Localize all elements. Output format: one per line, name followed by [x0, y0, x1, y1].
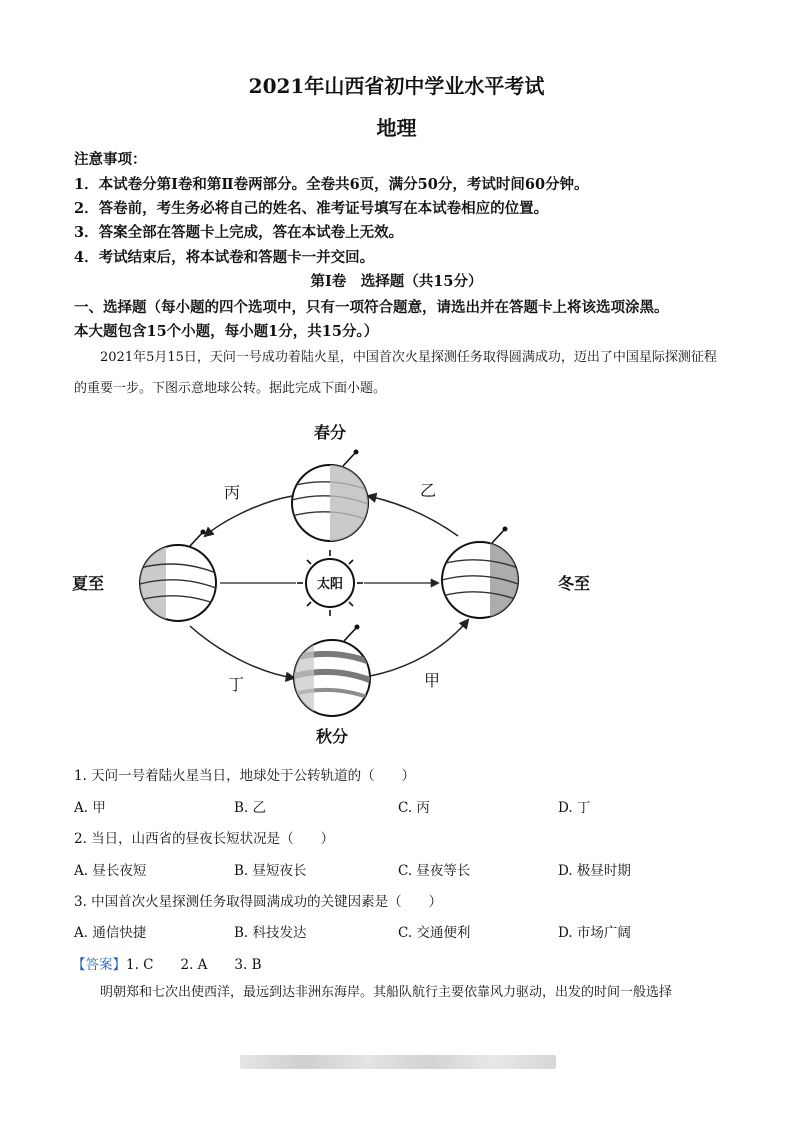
note-item-3: 3．答案全部在答题卡上完成，答在本试卷上无效。 — [74, 224, 404, 241]
question-1-option-d[interactable]: D. 丁 — [558, 800, 591, 816]
question-2-option-d[interactable]: D. 极昼时期 — [558, 863, 631, 879]
label-arc-bing: 丙 — [223, 483, 241, 502]
section-instruction-2: 本大题包含15个小题，每小题1分，共15分。） — [74, 323, 379, 340]
answer-text: 1. C 2. A 3. B — [126, 957, 262, 973]
question-1-option-c[interactable]: C. 丙 — [398, 800, 430, 816]
label-arc-jia: 甲 — [423, 671, 441, 690]
section-title: 第Ⅰ卷 选择题（共15分） — [310, 273, 483, 290]
orbit-arc-jia — [370, 620, 468, 676]
question-3-stem: 3. 中国首次火星探测任务取得圆满成功的关键因素是（ ） — [74, 894, 443, 910]
question-2-option-a[interactable]: A. 昼长夜短 — [74, 863, 147, 879]
orbit-arc-ding — [190, 626, 294, 678]
question-2-option-c[interactable]: C. 昼夜等长 — [398, 863, 471, 879]
sun-label: 太阳 — [316, 577, 344, 592]
notes-heading: 注意事项： — [74, 151, 147, 168]
section-instruction-1: 一、选择题（每小题的四个选项中，只有一项符合题意，请选出并在答题卡上将该选项涂黑。 — [74, 299, 669, 316]
note-item-1: 1．本试卷分第Ⅰ卷和第Ⅱ卷两部分。全卷共6页，满分50分，考试时间60分钟。 — [74, 176, 589, 193]
note-item-4: 4．考试结束后，将本试卷和答题卡一并交回。 — [74, 249, 375, 266]
label-summer-solstice: 夏至 — [71, 574, 105, 593]
earth-summer-solstice — [140, 530, 216, 622]
label-spring-equinox: 春分 — [313, 423, 347, 442]
passage-2: 明朝郑和七次出使西洋，最远到达非洲东海岸。其船队航行主要依靠风力驱动，出发的时间一般选择 — [100, 985, 673, 1000]
earth-winter-solstice — [442, 527, 520, 619]
exam-title: 2021年山西省初中学业水平考试 — [248, 74, 545, 98]
orbit-arc-yi — [368, 496, 458, 536]
earth-revolution-diagram — [60, 408, 620, 753]
question-3-option-c[interactable]: C. 交通便利 — [398, 925, 471, 941]
orbit-arc-bing — [205, 496, 292, 536]
question-3-option-d[interactable]: D. 市场广阔 — [558, 925, 631, 941]
question-2-stem: 2. 当日，山西省的昼夜长短状况是（ ） — [74, 831, 335, 847]
answer-tag: 【答案】 — [72, 957, 126, 973]
blurred-footer — [240, 1055, 556, 1069]
question-1-option-b[interactable]: B. 乙 — [234, 800, 267, 816]
question-3-option-a[interactable]: A. 通信快捷 — [74, 925, 147, 941]
earth-autumn-equinox — [294, 625, 370, 717]
question-3-option-b[interactable]: B. 科技发达 — [234, 925, 307, 941]
label-arc-ding: 丁 — [227, 675, 245, 694]
answer-line — [72, 953, 262, 973]
earth-spring-equinox — [292, 450, 370, 542]
question-1-option-a[interactable]: A. 甲 — [74, 800, 106, 816]
note-item-2: 2．答卷前，考生务必将自己的姓名、准考证号填写在本试卷相应的位置。 — [74, 200, 549, 217]
label-winter-solstice: 冬至 — [557, 574, 591, 593]
subject-title: 地理 — [376, 116, 417, 140]
passage-1: 2021年5月15日，天问一号成功着陆火星，中国首次火星探测任务取得圆满成功，迈出了中国星际探测征程的重要一步。下图示意地球公转。据此完成下面小题。 — [74, 350, 717, 396]
label-arc-yi: 乙 — [419, 481, 437, 500]
label-autumn-equinox: 秋分 — [315, 727, 349, 746]
question-2-option-b[interactable]: B. 昼短夜长 — [234, 863, 307, 879]
question-1-stem: 1. 天问一号着陆火星当日，地球处于公转轨道的（ ） — [74, 768, 416, 784]
